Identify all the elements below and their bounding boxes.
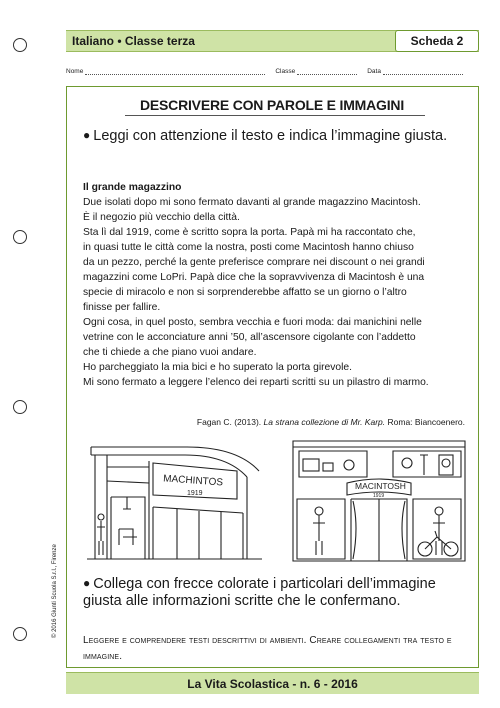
- store-illustration-right[interactable]: [289, 437, 469, 567]
- text-line: Due isolati dopo mi sono fermato davanti al grande magazzino Macintosh.: [83, 197, 421, 208]
- name-field[interactable]: [85, 69, 265, 75]
- text-line: specie di miracolo e non si sorprenderebbe affatto se un giorno o l’altro: [83, 287, 407, 298]
- copyright-note: © 2016 Giunti Scuola S.r.l., Firenze: [52, 544, 58, 638]
- bullet-icon: ●: [83, 128, 91, 142]
- footer-bar: La Vita Scolastica - n. 6 - 2016: [66, 672, 479, 694]
- text-line: che ti chiede a che piano vuoi andare.: [83, 347, 257, 358]
- right-store-year: 1919: [373, 493, 385, 499]
- binder-hole-4: [13, 627, 27, 641]
- text-line: in quasi tutte le città come la nostra, posti come Macintosh hanno chiuso: [83, 242, 414, 253]
- worksheet: [66, 30, 479, 692]
- subject-label: Italiano • Classe terza: [72, 34, 195, 48]
- page-title: DESCRIVERE CON PAROLE E IMMAGINI: [139, 97, 405, 113]
- right-store-sign: MACINTOSH: [355, 481, 406, 491]
- instruction-read: [83, 127, 468, 145]
- binder-hole-2: [13, 230, 27, 244]
- text-line: Ogni cosa, in quel posto, sembra vecchia e fuori moda: dai manichini nelle: [83, 317, 422, 328]
- sheet-number: Scheda 2: [395, 30, 479, 52]
- class-label: Classe: [275, 68, 296, 75]
- text-line: finisse per fallire.: [83, 302, 161, 313]
- class-field[interactable]: [297, 69, 357, 75]
- citation-author: Fagan C. (2013).: [196, 417, 262, 427]
- citation: [67, 417, 465, 427]
- citation-book: La strana collezione di Mr. Karp.: [263, 417, 386, 427]
- text-line: vetrine con le acconciature anni ’50, all’ascensore cigolante con l’addetto: [83, 332, 416, 343]
- instruction-read-text: Leggi con attenzione il testo e indica l’immagine giusta.: [93, 128, 448, 144]
- name-label: Nome: [66, 68, 84, 75]
- instruction-connect: [83, 575, 468, 610]
- text-line: Sta lì dal 1919, come è scritto sopra la porta. Papà mi ha raccontato che,: [83, 227, 416, 238]
- text-line: Mi sono fermato a leggere l’elenco dei reparti scritti su un pilastro di marmo.: [83, 377, 429, 388]
- citation-publisher: Roma: Biancoenero.: [387, 417, 465, 427]
- left-store-year: 1919: [187, 490, 203, 497]
- date-field[interactable]: [383, 69, 463, 75]
- instruction-connect-text: Collega con frecce colorate i particolari dell’immagine giusta alle informazioni scritte che le confermano.: [83, 576, 436, 609]
- title-underline: [125, 115, 425, 116]
- reading-text: [83, 180, 475, 390]
- binder-hole-1: [13, 38, 27, 52]
- text-line: magazzini come LoPri. Papà dice che la sopravvivenza di Macintosh è una: [83, 272, 425, 283]
- left-store-sign: MACHINTOS: [162, 473, 224, 489]
- binder-hole-3: [13, 400, 27, 414]
- learning-objective: Leggere e comprendere testi descrittivi di ambienti. Creare collegamenti tra testo e immagine.: [83, 635, 452, 662]
- date-label: Data: [367, 68, 381, 75]
- name-row: [66, 68, 479, 75]
- header-bar: [66, 30, 479, 52]
- store-illustration-left[interactable]: [87, 437, 262, 567]
- exercise-box: [66, 86, 479, 668]
- text-line: da un pezzo, perché la gente preferisce comprare nei discount o nei grandi: [83, 257, 425, 268]
- text-subtitle: Il grande magazzino: [83, 182, 182, 193]
- text-line: È il negozio più vecchio della città.: [83, 212, 240, 223]
- bullet-icon: ●: [83, 576, 91, 590]
- text-line: Ho parcheggiato la mia bici e ho superato la porta girevole.: [83, 362, 353, 373]
